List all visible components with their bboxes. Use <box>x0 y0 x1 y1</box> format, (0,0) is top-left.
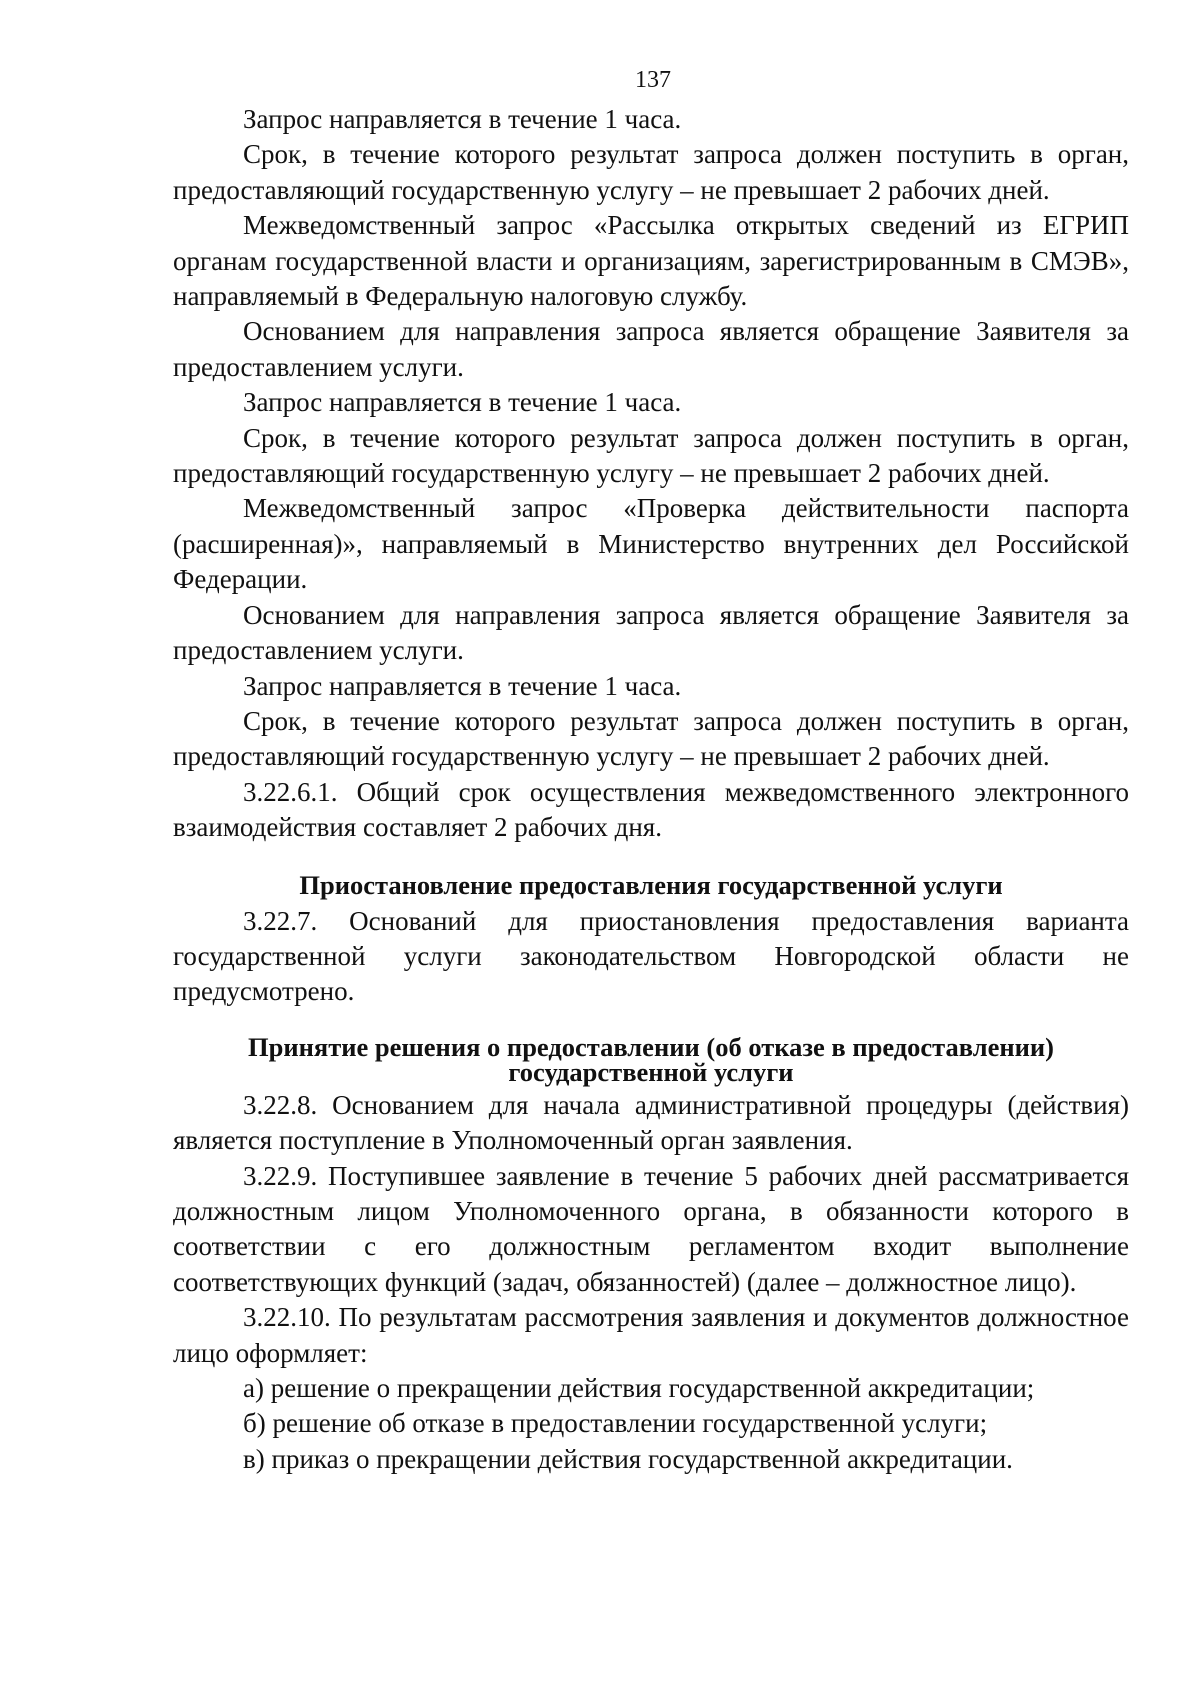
list-item: а) решение о прекращении действия государственной аккредитации; <box>243 1373 1035 1403</box>
paragraph: 3.22.9. Поступившее заявление в течение 5 рабочих дней рассматривается должностным лицом Уполномоченного органа, в обязанности которого в соответствии с его должностным регламентом входит выполнение соответствующих функций (задач, обязанностей) (далее – должностное лицо). <box>173 1160 1129 1297</box>
paragraph: Межведомственный запрос «Проверка действительности паспорта (расширенная)», направляемый в Министерство внутренних дел Российской Федерации. <box>173 493 1129 595</box>
paragraph: Основанием для направления запроса является обращение Заявителя за предоставлением услуги. <box>173 599 1129 666</box>
paragraph: Запрос направляется в течение 1 часа. <box>243 670 682 701</box>
document-page <box>173 60 1129 1477</box>
paragraph: 3.22.8. Основанием для начала административной процедуры (действия) является поступление в Уполномоченный орган заявления. <box>173 1089 1129 1156</box>
paragraph: Срок, в течение которого результат запроса должен поступить в орган, предоставляющий государственную услугу – не превышает 2 рабочих дней. <box>173 422 1129 489</box>
section-heading-line: Принятие решения о предоставлении (об отказе в предоставлении) <box>248 1031 1054 1062</box>
paragraph: Запрос направляется в течение 1 часа. <box>243 104 682 134</box>
paragraph: 3.22.10. По результатам рассмотрения заявления и документов должностное лицо оформляет: <box>173 1302 1129 1368</box>
paragraph: Основанием для направления запроса является обращение Заявителя за предоставлением услуги. <box>173 316 1129 382</box>
paragraph: 3.22.7. Оснований для приостановления предоставления варианта государственной услуги законодательством Новгородской области не предусмотрено. <box>173 905 1129 1007</box>
list-item: б) решение об отказе в предоставлении государственной услуги; <box>243 1408 988 1439</box>
paragraph: Срок, в течение которого результат запроса должен поступить в орган, предоставляющий государственную услугу – не превышает 2 рабочих дней. <box>173 139 1129 205</box>
paragraph: Срок, в течение которого результат запроса должен поступить в орган, предоставляющий государственную услугу – не превышает 2 рабочих дней. <box>173 705 1129 772</box>
section-heading-line: государственной услуги <box>508 1056 794 1087</box>
paragraph: Межведомственный запрос «Рассылка открытых сведений из ЕГРИП органам государственной власти и организациям, зарегистрированным в СМЭВ», направляемый в Федеральную налоговую службу. <box>173 210 1129 312</box>
section-heading-decision <box>173 1031 1129 1087</box>
paragraph: Запрос направляется в течение 1 часа. <box>243 387 682 418</box>
paragraph: 3.22.6.1. Общий срок осуществления межведомственного электронного взаимодействия составляет 2 рабочих дня. <box>173 776 1129 843</box>
section-heading-suspension: Приостановление предоставления государственной услуги <box>299 869 1003 900</box>
page-number: 137 <box>635 67 671 93</box>
list-item: в) приказ о прекращении действия государственной аккредитации. <box>243 1443 1013 1474</box>
